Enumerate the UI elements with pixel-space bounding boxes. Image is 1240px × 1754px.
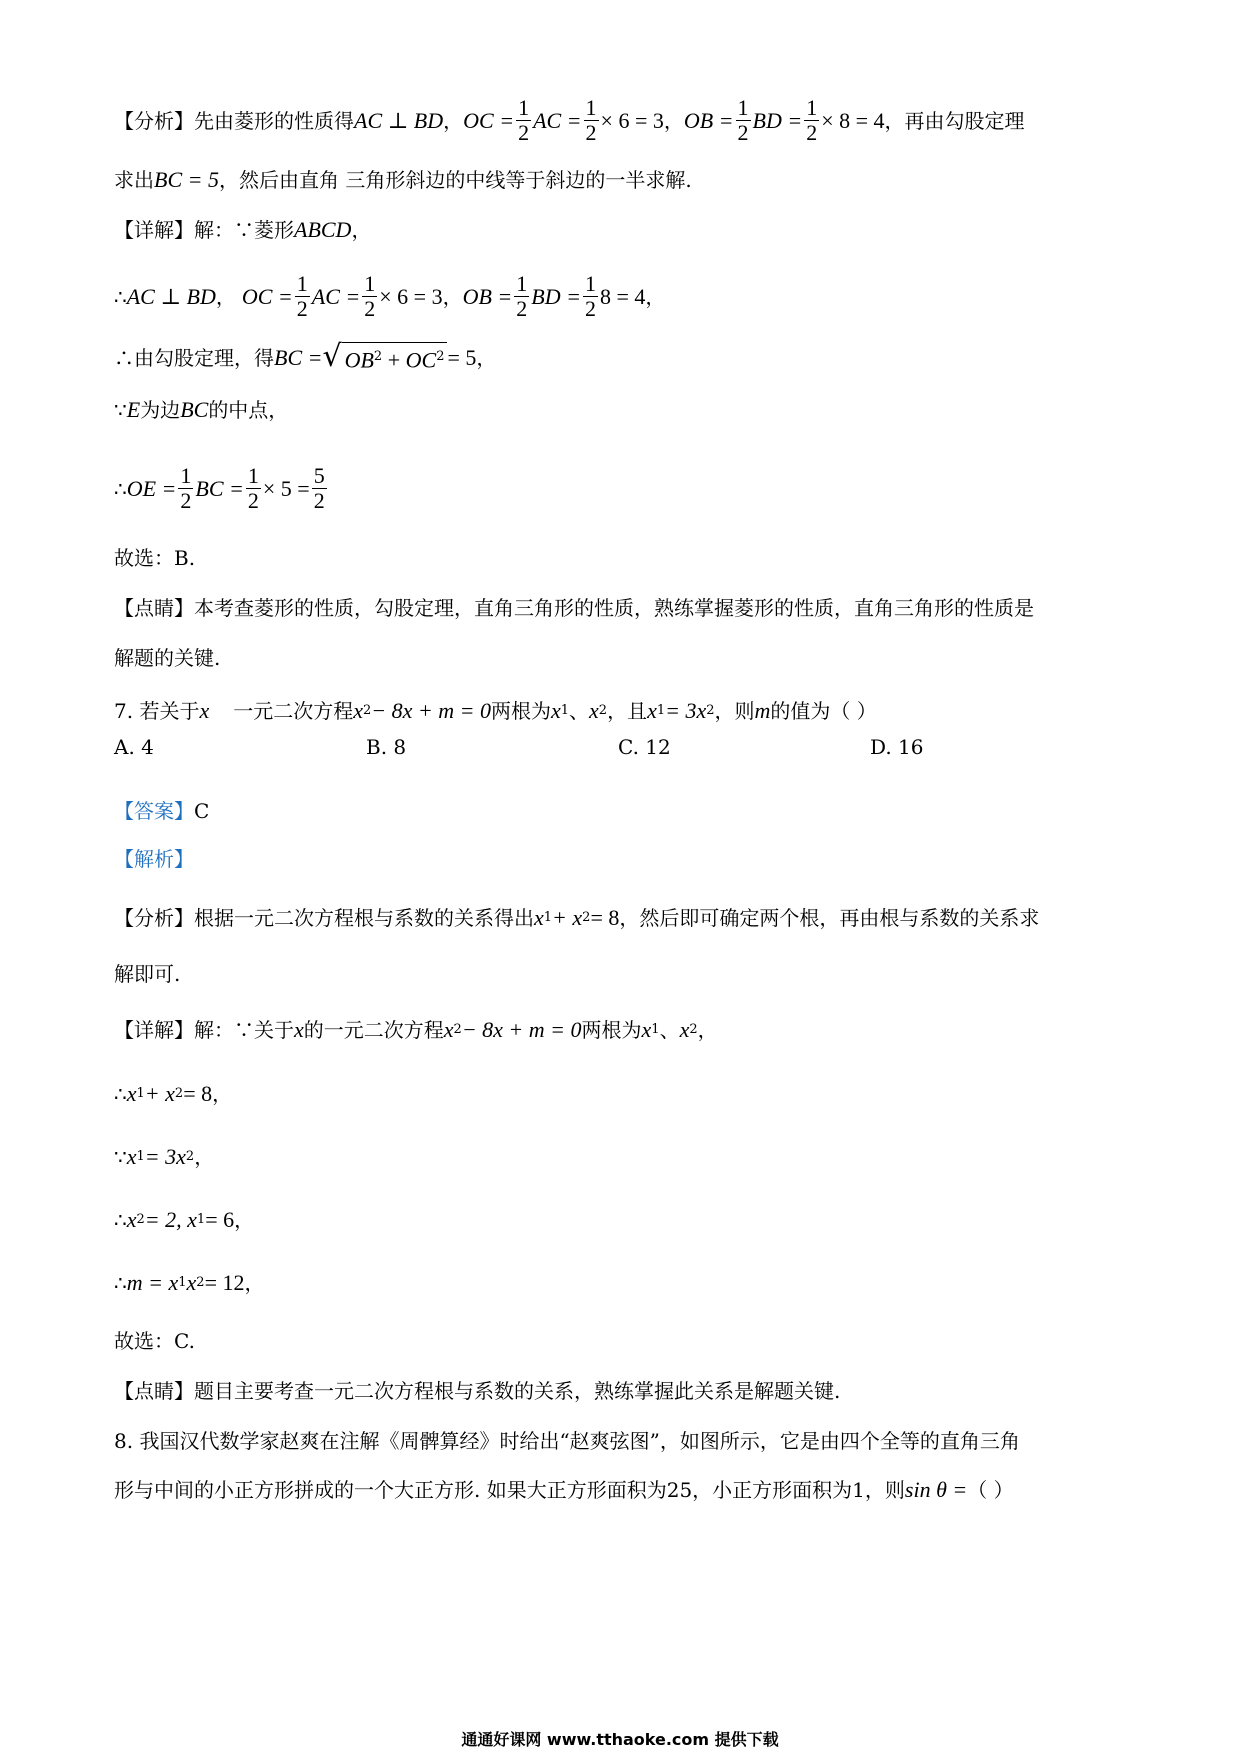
detail-line-1	[114, 216, 371, 244]
text: 【点睛】题目主要考查一元二次方程根与系数的关系，熟练掌握此关系是解题关键.	[114, 1379, 841, 1403]
text: 为边	[140, 398, 181, 422]
because: ∵	[114, 1145, 127, 1169]
math-oc: OC =	[241, 283, 293, 309]
detail-line-4	[114, 396, 288, 424]
math-e: E	[126, 397, 141, 422]
q7-step-2	[114, 1143, 214, 1171]
math-x: x	[534, 905, 544, 930]
analysis-header	[114, 845, 194, 873]
footer-watermark: 通通好课网 www.tthaoke.com 提供下载	[461, 1730, 779, 1749]
text: 的一元二次方程	[303, 1018, 444, 1042]
numerator: 1	[364, 271, 376, 296]
separator: 、	[569, 699, 590, 723]
choice-c-line	[114, 1327, 195, 1355]
numerator: 1	[247, 463, 259, 488]
denominator: 2	[584, 296, 596, 321]
math-x: x	[641, 1017, 652, 1042]
subscript: 1	[196, 1212, 206, 1227]
math-x: x	[126, 1081, 137, 1106]
math-times-6: × 6 = 3	[379, 283, 443, 309]
comma: ，	[645, 284, 666, 309]
math-x: x	[126, 1207, 137, 1232]
text: ，	[476, 346, 497, 371]
question-7	[114, 697, 877, 725]
math-eq-6: = 6	[205, 1207, 235, 1232]
math-8-4: 8 = 4	[599, 283, 646, 309]
math-plus-x: + x	[144, 1081, 175, 1106]
text: 两根为	[490, 699, 551, 723]
text: 7. 若关于	[114, 699, 200, 723]
math-plus-x: + x	[552, 905, 583, 930]
numerator: 1	[180, 463, 192, 488]
choice-b-line	[114, 544, 195, 572]
math-equation: − 8x + m = 0	[461, 1017, 582, 1042]
subscript: 1	[560, 703, 570, 718]
math-eq-2: = 2, x	[144, 1207, 197, 1232]
exponent: 2	[436, 349, 445, 364]
math-x: x	[443, 1017, 454, 1042]
math-m: m	[754, 698, 771, 723]
q7-analysis-line-2	[114, 960, 180, 988]
numerator: 1	[296, 271, 308, 296]
question-8-line-2	[114, 1476, 1014, 1504]
denominator: 2	[737, 120, 749, 145]
text: ，然后由直角 三角形斜边的中线等于斜边的一半求解.	[218, 168, 692, 192]
text: 【分析】先由菱形的性质得	[114, 108, 354, 133]
denominator: 2	[806, 120, 818, 145]
text: ，且	[607, 699, 648, 723]
q7-step-4	[114, 1269, 264, 1297]
math-x: x	[679, 1017, 690, 1042]
math-eq-5: = 5	[447, 345, 477, 371]
math-bc: BC =	[274, 345, 323, 371]
subscript: 2	[689, 1022, 698, 1037]
text: 【详解】解：∵菱形	[114, 218, 294, 242]
text: ，然后即可确定两个根，再由根与系数的关系求	[619, 906, 1040, 930]
option-a: A. 4	[114, 735, 154, 759]
numerator: 1	[737, 95, 749, 120]
math-x: x	[186, 1270, 197, 1295]
math-bd: BD =	[752, 107, 803, 133]
fraction-half	[295, 272, 310, 321]
fraction-half	[736, 96, 751, 145]
subscript: 2	[174, 1086, 184, 1101]
text: 故选：C.	[114, 1329, 195, 1353]
numerator: 5	[313, 463, 325, 488]
math-x: x	[294, 1017, 304, 1042]
math-bd: BD =	[531, 283, 581, 309]
analysis-line-1	[114, 96, 1025, 145]
answer-line	[114, 797, 209, 825]
q7-comment	[114, 1377, 840, 1405]
math-bc-5: BC = 5	[154, 167, 219, 192]
subscript: 2	[196, 1275, 205, 1290]
text: 【详解】解：∵关于	[114, 1018, 294, 1042]
therefore: ∴	[114, 1208, 127, 1232]
analysis-line-2	[114, 166, 692, 194]
text: ，	[697, 1018, 718, 1042]
math-x: x	[589, 698, 599, 723]
q7-analysis-line-1	[114, 904, 1039, 932]
math-times-6: × 6 = 3	[600, 107, 664, 133]
subscript: 2	[706, 703, 715, 718]
subscript: 2	[136, 1212, 145, 1227]
denominator: 2	[313, 488, 325, 513]
comma: ，	[194, 1145, 215, 1169]
math-ob: OB =	[462, 283, 513, 309]
math-bc: BC	[180, 397, 209, 422]
text: 故选：B.	[114, 546, 196, 570]
q7-step-1	[114, 1080, 232, 1108]
sqrt-expression	[322, 339, 447, 375]
text: 解题的关键.	[114, 646, 221, 670]
therefore: ∴	[114, 476, 127, 501]
math-x: x	[647, 698, 657, 723]
denominator: 2	[516, 296, 528, 321]
text: 两根为	[581, 1018, 642, 1042]
text: 【点睛】本考查菱形的性质，勾股定理，直角三角形的性质，熟练掌握菱形的性质，直角三角形的性质是	[114, 596, 1034, 620]
denominator: 2	[180, 488, 192, 513]
comment-line-2	[114, 644, 220, 672]
plus: +	[382, 347, 406, 373]
answer-value: C	[194, 799, 210, 823]
math-ac-perp-bd: AC ⊥ BD	[126, 283, 216, 309]
fraction-half	[514, 272, 529, 321]
math-ob: OB	[344, 347, 374, 373]
math-eq-12: = 12	[204, 1270, 245, 1295]
text: ，	[351, 218, 372, 242]
math-ob: OB =	[683, 107, 734, 133]
math-oc: OC	[405, 347, 437, 373]
text: 的值为（ ）	[770, 699, 877, 723]
subscript: 1	[656, 703, 666, 718]
numerator: 1	[516, 271, 528, 296]
subscript: 1	[651, 1022, 660, 1037]
fraction-half	[178, 464, 193, 513]
math-times-5: × 5 =	[262, 475, 310, 501]
numerator: 1	[584, 271, 596, 296]
separator: 、	[659, 1018, 680, 1042]
fraction-half	[246, 464, 261, 513]
exponent: 2	[362, 703, 372, 718]
fraction-half	[584, 96, 599, 145]
detail-line-3	[114, 339, 497, 375]
math-eq-3x: = 3x	[144, 1144, 186, 1169]
option-b: B. 8	[366, 735, 407, 759]
math-bc: BC =	[195, 475, 244, 501]
text: 【分析】根据一元二次方程根与系数的关系得出	[114, 906, 534, 930]
fraction-half	[362, 272, 377, 321]
text: 8. 我国汉代数学家赵爽在注解《周髀算经》时给出“赵爽弦图”，如图所示，它是由四个全等的直角三角	[114, 1429, 1020, 1453]
denominator: 2	[296, 296, 308, 321]
math-times-8: × 8 = 4	[821, 107, 885, 133]
math-eq-3x: = 3x	[665, 698, 707, 723]
numerator: 1	[806, 95, 818, 120]
math-sin-theta: sin θ =	[904, 1477, 968, 1502]
radicand	[342, 342, 448, 375]
q7-detail-line-1	[114, 1016, 718, 1044]
denominator: 2	[518, 120, 530, 145]
subscript: 2	[185, 1149, 195, 1164]
subscript: 1	[543, 910, 553, 925]
comma: ，	[244, 1271, 265, 1295]
denominator: 2	[585, 120, 597, 145]
q7-step-3	[114, 1206, 254, 1234]
numerator: 1	[585, 95, 597, 120]
math-x: x	[199, 698, 210, 723]
subscript: 1	[136, 1149, 145, 1164]
therefore: ∴	[114, 1082, 127, 1106]
math-ac: AC =	[533, 107, 582, 133]
fraction-half	[516, 96, 531, 145]
option-d: D. 16	[870, 735, 924, 759]
denominator: 2	[364, 296, 376, 321]
text: 的中点，	[208, 398, 289, 422]
text: （ ）	[967, 1478, 1014, 1502]
text: ，再由勾股定理	[884, 108, 1025, 133]
text: ∴由勾股定理，得	[114, 346, 274, 371]
math-ac: AC =	[311, 283, 361, 309]
fraction-five-halves	[312, 464, 327, 513]
option-c: C. 12	[618, 735, 671, 759]
subscript: 2	[582, 910, 591, 925]
math-equation: − 8x + m = 0	[371, 698, 491, 723]
exponent: 2	[453, 1022, 462, 1037]
analysis-label: 【解析】	[114, 847, 194, 871]
math-eq-8: = 8	[590, 905, 620, 930]
math-oe: OE =	[126, 475, 177, 501]
subscript: 1	[136, 1086, 145, 1101]
comma: ，	[234, 1208, 255, 1232]
because: ∵	[114, 398, 127, 422]
subscript: 1	[178, 1275, 187, 1290]
text: 形与中间的小正方形拼成的一个大正方形. 如果大正方形面积为25，小正方形面积为1，则	[114, 1478, 905, 1502]
text: 解即可.	[114, 962, 181, 986]
math-m-eq: m = x	[126, 1270, 179, 1295]
math-oc: OC =	[463, 107, 515, 133]
comma: ，	[212, 1082, 233, 1106]
comma: ，	[442, 284, 463, 309]
math-x: x	[550, 698, 561, 723]
exponent: 2	[373, 349, 383, 364]
text: 求出	[114, 168, 154, 192]
comma: ，	[215, 284, 236, 309]
fraction-half	[583, 272, 598, 321]
question-8-line-1	[114, 1427, 1020, 1455]
denominator: 2	[247, 488, 259, 513]
therefore: ∴	[114, 1271, 127, 1295]
sqrt-sign: √	[322, 339, 342, 374]
answer-label: 【答案】	[114, 799, 194, 823]
math-abcd: ABCD	[294, 217, 352, 242]
numerator: 1	[518, 95, 530, 120]
comma: ，	[663, 108, 684, 133]
math-ac-perp-bd: AC ⊥ BD	[354, 107, 444, 133]
detail-line-5	[114, 464, 329, 513]
detail-line-2	[114, 272, 665, 321]
therefore: ∴	[114, 284, 127, 309]
subscript: 2	[598, 703, 608, 718]
comma: ，	[443, 108, 464, 133]
text: 一元二次方程	[233, 699, 354, 723]
text: ，则	[714, 699, 755, 723]
comment-line-1	[114, 594, 1034, 622]
math-eq-8: = 8	[183, 1081, 213, 1106]
fraction-half	[804, 96, 819, 145]
math-x: x	[126, 1144, 137, 1169]
math-x: x	[353, 698, 363, 723]
